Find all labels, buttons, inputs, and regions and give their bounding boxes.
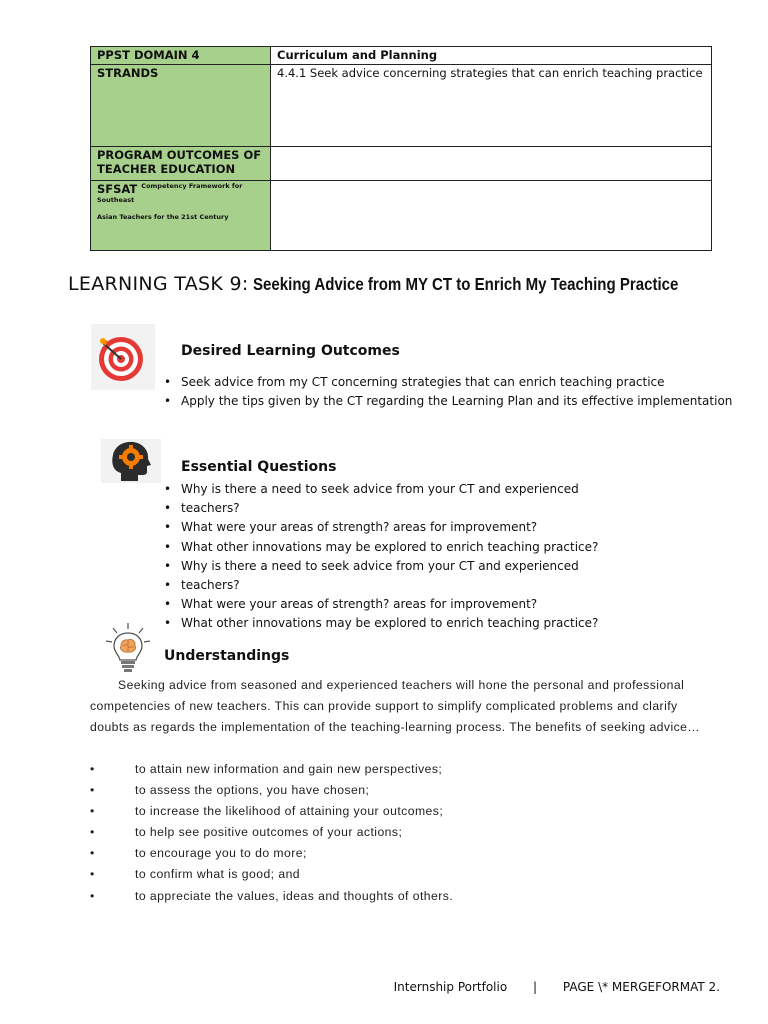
sfsat-sup-text: Competency Framework for Southeast — [97, 182, 243, 204]
strands-value: 4.4.1 Seek advice concerning strategies that can enrich teaching practice — [271, 65, 712, 147]
sfsat-value — [271, 181, 712, 251]
head-gear-icon — [101, 439, 161, 483]
bullet-marker: • — [90, 762, 95, 776]
strands-label: STRANDS — [91, 65, 271, 147]
list-item: • What other innovations may be explored to enrich teaching practice? — [164, 538, 598, 557]
benefit-text: to assess the options, you have chosen; — [135, 783, 370, 798]
list-item — [90, 864, 453, 885]
list-item: • Why is there a need to seek advice from your CT and experienced — [164, 557, 598, 576]
understandings-paragraph: Seeking advice from seasoned and experienced teachers will hone the personal and professional competencies of new teachers. This can provide support to simplify complicated problems and clarify doubts as regards the implementation of the teaching-learning process. The benefits of seeking advice… — [90, 678, 701, 735]
benefit-text: to help see positive outcomes of your actions; — [135, 825, 403, 840]
sfsat-label: SFSAT — [97, 182, 138, 196]
list-item: • Why is there a need to seek advice from your CT and experienced — [164, 480, 598, 499]
benefit-text: to increase the likelihood of attaining your outcomes; — [135, 804, 444, 819]
list-item — [90, 801, 453, 822]
table-row — [91, 47, 712, 65]
benefit-text: to encourage you to do more; — [135, 846, 307, 861]
footer-left: Internship Portfolio — [393, 980, 508, 994]
bullet-marker: • — [90, 783, 95, 798]
list-item: • Seek advice from my CT concerning strategies that can enrich teaching practice — [164, 373, 732, 392]
list-item — [90, 759, 453, 780]
target-icon — [91, 324, 155, 390]
list-item — [90, 822, 453, 843]
page-footer — [394, 980, 720, 994]
title-prefix: LEARNING TASK 9: — [68, 273, 249, 295]
program-outcomes-label: PROGRAM OUTCOMES OF TEACHER EDUCATION — [91, 147, 271, 181]
benefits-list — [90, 759, 453, 907]
table-row — [91, 181, 712, 251]
footer-separator: | — [533, 980, 538, 994]
domain-value: Curriculum and Planning — [271, 47, 712, 65]
list-item: • teachers? — [164, 499, 598, 518]
bullet-marker: • — [90, 888, 95, 903]
page-title — [68, 273, 748, 295]
title-text: Seeking Advice from MY CT to Enrich My Teaching Practice — [253, 274, 679, 294]
list-item: • What were your areas of strength? areas for improvement? — [164, 518, 598, 537]
list-item — [90, 843, 453, 864]
benefit-text: to confirm what is good; and — [135, 867, 301, 882]
list-item — [90, 886, 453, 907]
outcomes-list — [164, 373, 732, 411]
questions-list — [164, 480, 598, 634]
benefit-text: to appreciate the values, ideas and thoughts of others. — [135, 888, 454, 903]
benefit-text: to attain new information and gain new perspectives; — [135, 762, 443, 776]
list-item: • What other innovations may be explored to enrich teaching practice? — [164, 614, 598, 633]
footer-page-field: PAGE \* MERGEFORMAT 2. — [562, 980, 720, 994]
table-row — [91, 147, 712, 181]
bullet-marker: • — [90, 867, 95, 882]
lightbulb-brain-icon — [101, 621, 155, 675]
domain-label: PPST DOMAIN 4 — [91, 47, 271, 65]
list-item: • teachers? — [164, 576, 598, 595]
list-item: • What were your areas of strength? areas for improvement? — [164, 595, 598, 614]
sfsat-sub-text: Asian Teachers for the 21st Century — [97, 213, 229, 221]
bullet-marker: • — [90, 825, 95, 840]
bullet-marker: • — [90, 804, 95, 819]
bullet-marker: • — [90, 846, 95, 861]
sfsat-label-cell — [91, 181, 271, 251]
questions-heading: Essential Questions — [181, 459, 337, 475]
table-row — [91, 65, 712, 147]
list-item: • Apply the tips given by the CT regarding the Learning Plan and its effective implementation — [164, 392, 732, 411]
outcomes-heading: Desired Learning Outcomes — [181, 343, 400, 359]
list-item — [90, 780, 453, 801]
understandings-heading: Understandings — [164, 648, 290, 664]
ppst-table — [90, 46, 712, 251]
program-outcomes-value — [271, 147, 712, 181]
